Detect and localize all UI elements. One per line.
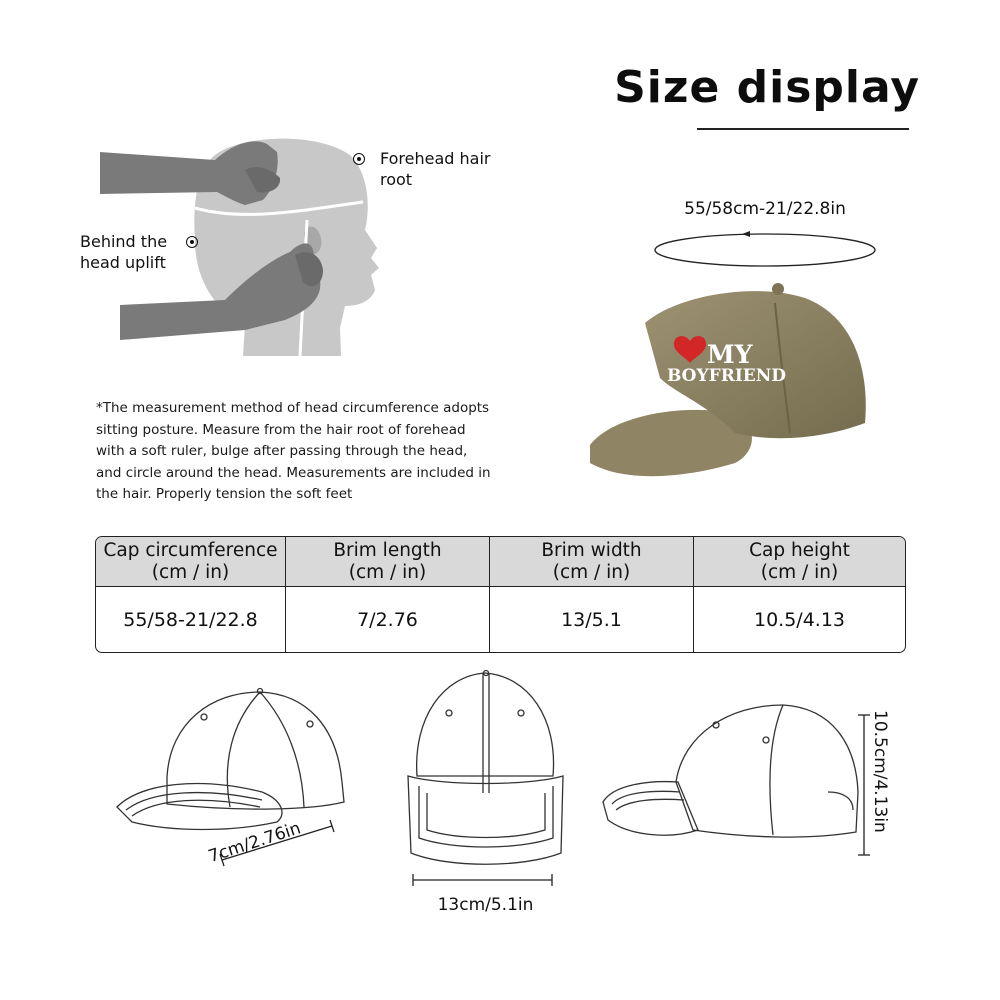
header-cap-height: Cap height (cm / in) <box>694 537 905 587</box>
cap-height-label: 10.5cm/4.13in <box>870 710 890 833</box>
brim-length-label: 7cm/2.76in <box>206 818 304 868</box>
cap-print-line1: MY <box>707 340 753 369</box>
header-brim-width: Brim width (cm / in) <box>490 537 694 587</box>
page-title: Size display <box>614 62 920 113</box>
value-cap-circumference: 55/58-21/22.8 <box>96 587 286 652</box>
cap-product-image <box>585 283 890 513</box>
forehead-marker-icon <box>353 153 365 165</box>
circumference-label: 55/58cm-21/22.8in <box>684 199 846 219</box>
circumference-ellipse-icon <box>650 228 880 272</box>
measurement-note: *The measurement method of head circumference adopts sitting posture. Measure from the hair root of forehead with a soft ruler, bulge after passing through the head, and circle around the head. Measurements are included in the hair. Properly tension the soft feet <box>96 400 491 502</box>
cap-height-label-wrap <box>868 710 888 860</box>
brim-width-label: 13cm/5.1in <box>437 895 534 915</box>
cap-side-diagram <box>598 700 898 860</box>
value-brim-length: 7/2.76 <box>286 587 490 652</box>
cap-front-diagram <box>403 668 568 888</box>
size-table <box>95 536 906 653</box>
forehead-label: Forehead hair root <box>380 149 491 189</box>
value-cap-height: 10.5/4.13 <box>753 608 845 631</box>
title-underline <box>697 128 909 130</box>
cap-print-line2: BOYFRIEND <box>667 366 787 386</box>
behind-head-label: Behind the head uplift <box>80 232 168 272</box>
header-cap-circumference: Cap circumference (cm / in) <box>96 537 286 587</box>
header-brim-length: Brim length (cm / in) <box>286 537 490 587</box>
value-brim-width: 13/5.1 <box>490 587 694 652</box>
